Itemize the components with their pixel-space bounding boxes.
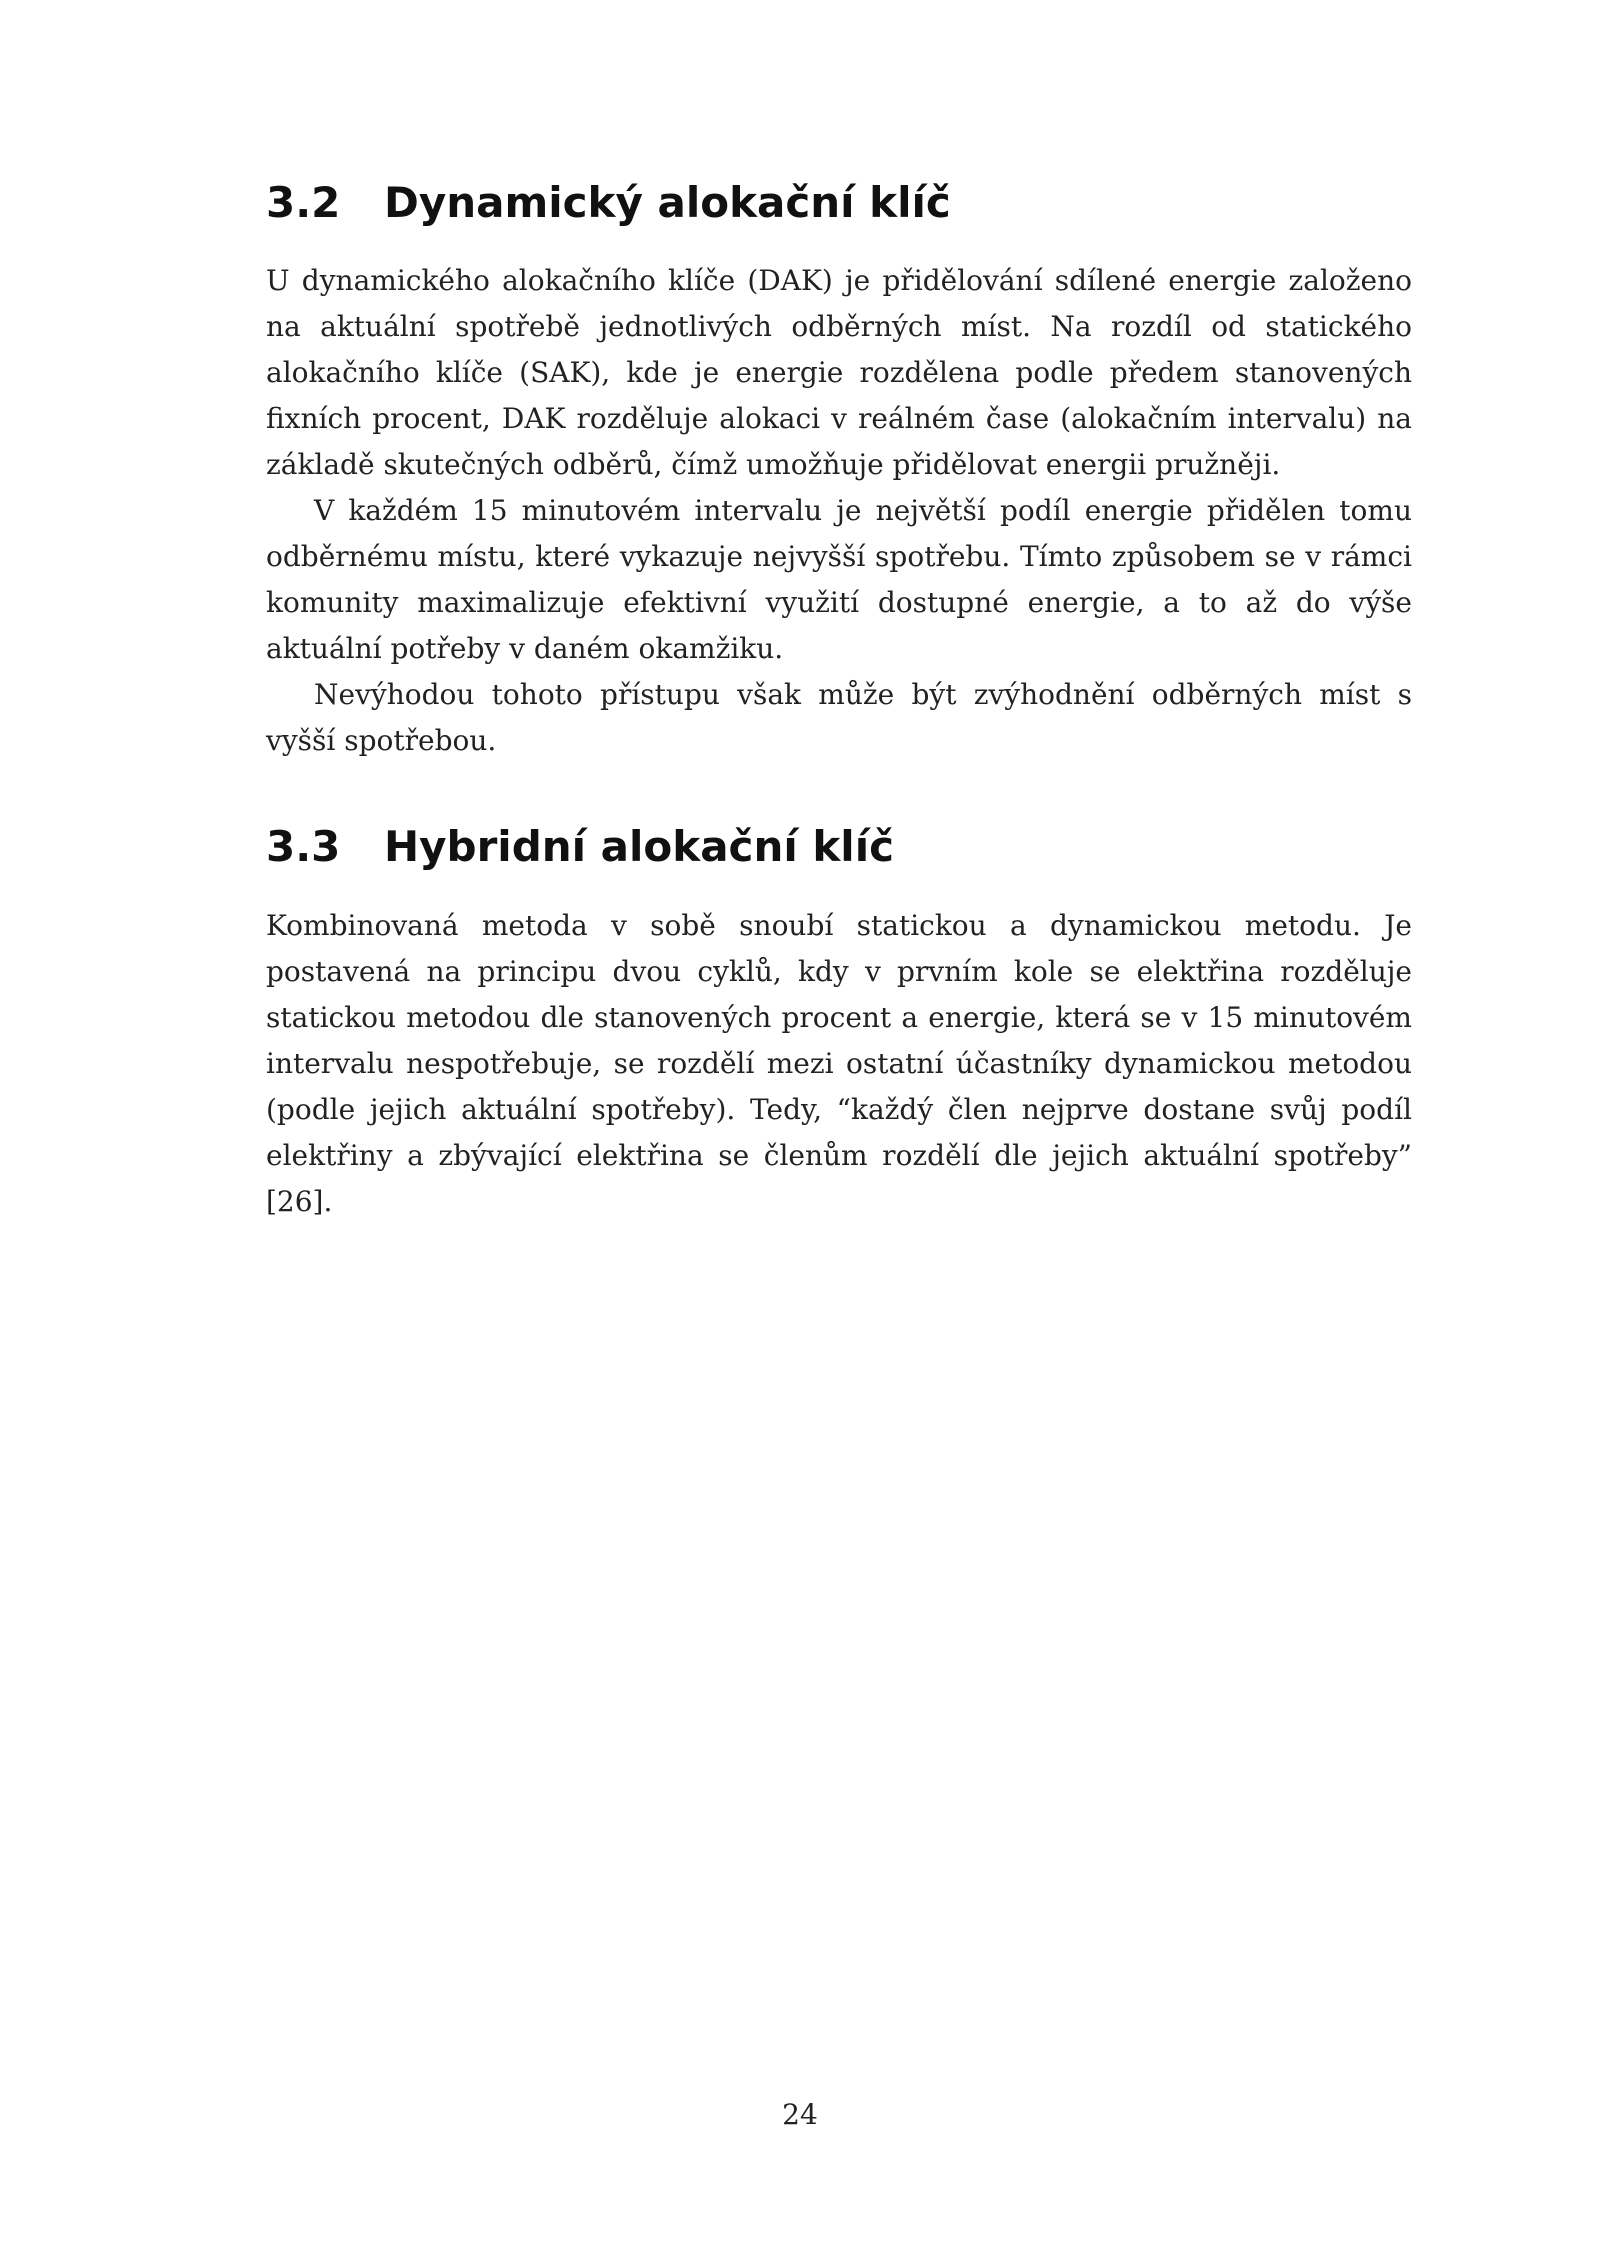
section-title: Dynamický alokační klíč xyxy=(384,178,951,227)
page-number: 24 xyxy=(782,2098,818,2131)
paragraph: Nevýhodou tohoto přístupu však může být zvýhodnění odběrných míst s vyšší spotřebou. xyxy=(266,678,1412,758)
section-number: 3.2 xyxy=(266,178,341,227)
paragraph: Kombinovaná metoda v sobě snoubí statickou a dynamickou metodu. Je postavená na principu dvou cyklů, kdy v prvním kole se elektřina rozděluje statickou metodou dle stanovených procent a energie, která se v 15 minutovém intervalu nespotřebuje, se rozdělí mezi ostatní účastníky dynamickou metodou (podle jejich aktuální spotřeby). Tedy, “každý člen nejprve dostane svůj podíl elektřiny a zbývající elektřina se členům rozdělí dle jejich aktuální spotřeby” [26]. xyxy=(266,908,1412,1218)
section-heading-3-3 xyxy=(266,822,1412,872)
section-heading-3-2 xyxy=(266,178,1412,228)
section-title: Hybridní alokační klíč xyxy=(384,822,894,872)
section-number: 3.3 xyxy=(266,822,341,872)
page-content xyxy=(266,178,1412,1225)
paragraph: V každém 15 minutovém intervalu je největší podíl energie přidělen tomu odběrnému místu, které vykazuje nejvyšší spotřebu. Tímto způsobem se v rámci komunity maximalizuje efektivní využití dostupné energie, a to až do výše aktuální potřeby v daném okamžiku. xyxy=(266,494,1412,666)
paragraph: U dynamického alokačního klíče (DAK) je přidělování sdílené energie založeno na aktuální spotřebě jednotlivých odběrných míst. Na rozdíl od statického alokačního klíče (SAK), kde je energie rozdělena podle předem stanovených fixních procent, DAK rozděluje alokaci v reálném čase (alokačním intervalu) na základě skutečných odběrů, čímž umožňuje přidělovat energii pružněji. xyxy=(266,264,1412,482)
section-body-3-2 xyxy=(266,258,1412,764)
section-body-3-3 xyxy=(266,903,1412,1225)
